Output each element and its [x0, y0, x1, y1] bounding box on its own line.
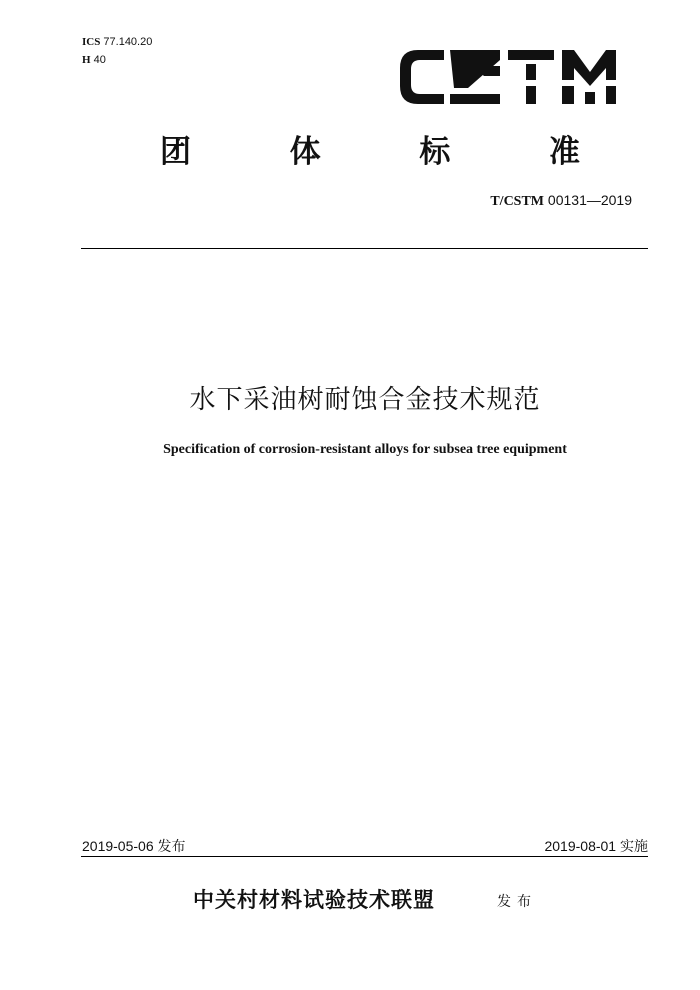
ics-value: 77.140.20 [103, 36, 153, 48]
logo-letter-m-top [562, 50, 616, 86]
standard-type-char: 标 [419, 134, 451, 170]
standard-type-heading [160, 133, 580, 171]
logo-letter-s [450, 50, 500, 104]
standard-type-char: 团 [160, 134, 191, 170]
standard-code-number: 00131—2019 [547, 192, 632, 208]
standard-code [490, 191, 632, 211]
standard-type-char: 体 [289, 134, 321, 170]
standard-code-prefix: T/CSTM [490, 194, 545, 209]
bottom-divider [81, 856, 648, 857]
ccs-value: 40 [93, 54, 106, 66]
top-divider [81, 248, 648, 249]
ics-label: ICS [82, 36, 101, 48]
logo-letter-t-stem-bottom [526, 86, 536, 104]
issue-date: 2019-05-06 发布 [82, 838, 186, 854]
title-chinese: 水下采油树耐蚀合金技术规范 [189, 385, 541, 415]
ics-code [82, 33, 152, 51]
standard-type-char: 准 [548, 134, 580, 170]
logo-letter-m-mid-foot [585, 92, 595, 104]
implementation-date: 2019-08-01 实施 [544, 838, 648, 854]
cstm-logo [396, 42, 618, 112]
ccs-code [82, 51, 152, 69]
ccs-label: H [82, 54, 91, 66]
publisher-name: 中关村材料试验技术联盟 [193, 887, 435, 912]
logo-letter-t-stem-top [526, 64, 536, 80]
logo-letter-t-bar [508, 50, 554, 60]
title-english: Specification of corrosion-resistant alloys for subsea tree equipment [163, 442, 567, 457]
logo-letter-m-left-foot [562, 86, 574, 104]
publish-label: 发布 [497, 894, 537, 910]
logo-letter-c [400, 50, 444, 104]
classification-codes [82, 33, 152, 69]
logo-letter-m-right-foot [606, 86, 616, 104]
